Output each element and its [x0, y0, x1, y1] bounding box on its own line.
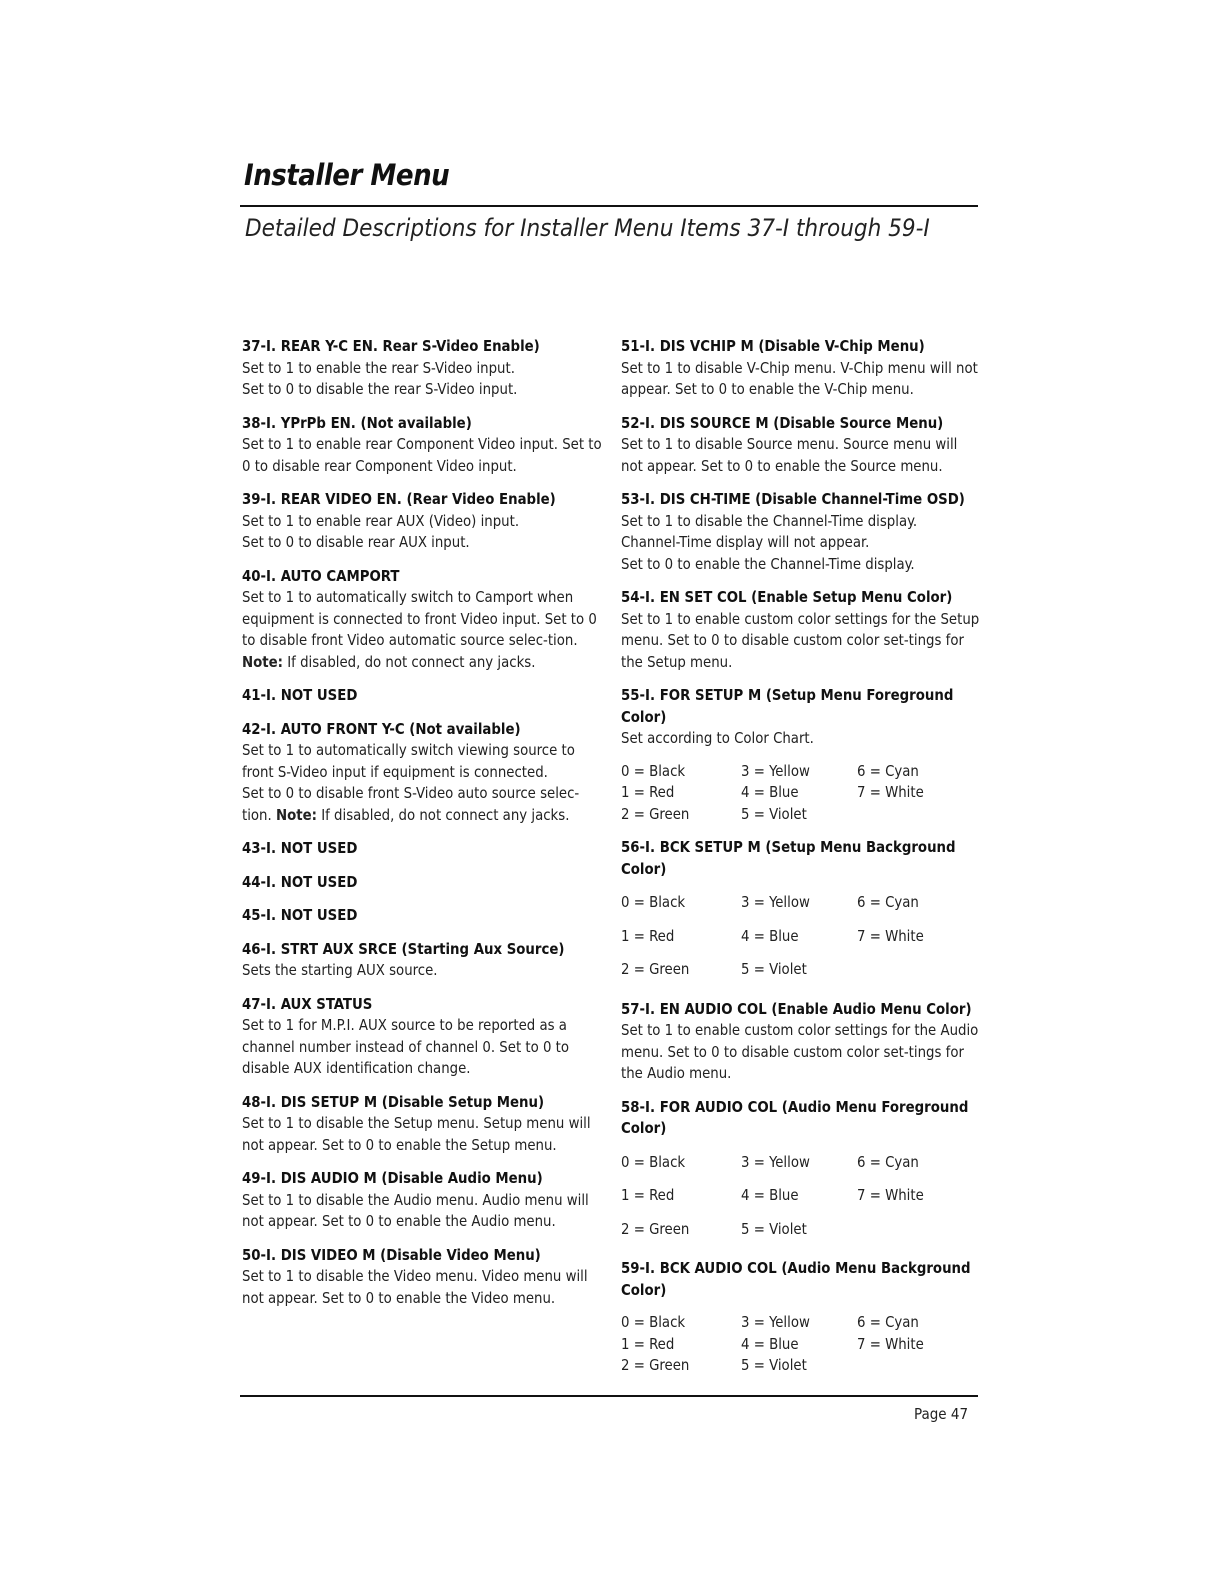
- menu-item-entry: [242, 872, 602, 894]
- color-chart-entry: 1 = Red: [621, 927, 675, 945]
- menu-item-heading: 58-I. FOR AUDIO COL (Audio Menu Foreground Color): [621, 1098, 969, 1137]
- menu-item-description: Set to 1 to disable V-Chip menu. V-Chip menu will not appear. Set to 0 to enable the V-Chip menu.: [621, 359, 978, 398]
- menu-item-entry: [621, 1258, 981, 1377]
- menu-item-description: Set to 1 to disable the Channel-Time display.: [621, 512, 918, 530]
- color-chart-entry: 4 = Blue: [741, 784, 799, 801]
- menu-item-description: Set to 0 to disable the rear S-Video input.: [242, 381, 518, 398]
- menu-item-entry: [242, 1168, 602, 1233]
- color-chart-entry: 0 = Black: [621, 1314, 686, 1331]
- menu-item-description: Set to 0 to enable the Channel-Time display.: [621, 555, 915, 573]
- color-chart-entry: 5 = Violet: [741, 805, 807, 823]
- note-text: If disabled, do not connect any jacks.: [316, 806, 570, 824]
- menu-item-heading: 57-I. EN AUDIO COL (Enable Audio Menu Color): [621, 1000, 972, 1018]
- menu-item-entry: [242, 719, 602, 827]
- menu-item-entry: [621, 999, 981, 1085]
- menu-item-entry: [242, 413, 602, 478]
- color-chart-entry: 0 = Black: [621, 762, 686, 780]
- note-label: Note:: [275, 806, 317, 824]
- menu-item-entry: [621, 1097, 981, 1247]
- menu-item-description: Set to 1 to automatically switch to Camport when equipment is connected to front Video input. Set to 0 to disable front Video automatic source selec-tion. Note: If disabled, do not connect any jacks.: [242, 589, 597, 671]
- menu-item-entry: [621, 489, 981, 575]
- color-chart-entry: 4 = Blue: [741, 1335, 799, 1353]
- menu-item-heading: 54-I. EN SET COL (Enable Setup Menu Color): [621, 589, 953, 606]
- footer-rule: [240, 1395, 978, 1397]
- menu-item-description: Set to 1 to disable the Setup menu. Setup menu will not appear. Set to 0 to enable the Setup menu.: [242, 1115, 591, 1154]
- menu-item-description: Set to 1 to enable rear Component Video input. Set to 0 to disable rear Component Video input.: [242, 436, 602, 475]
- color-chart-entry: 7 = White: [857, 784, 924, 801]
- menu-item-entry: [242, 1245, 602, 1310]
- menu-item-description: Set to 1 to enable rear AUX (Video) input.: [242, 512, 520, 530]
- page-number: Page 47: [914, 1405, 969, 1423]
- menu-item-heading: 52-I. DIS SOURCE M (Disable Source Menu): [621, 414, 944, 432]
- menu-item-heading: 41-I. NOT USED: [242, 687, 358, 704]
- color-chart-entry: 2 = Green: [621, 1357, 690, 1374]
- left-column: [242, 336, 602, 1321]
- color-chart-entry: 3 = Yellow: [741, 762, 810, 780]
- menu-item-entry: [242, 939, 602, 982]
- color-chart-entry: 2 = Green: [621, 961, 690, 978]
- menu-item-heading: 37-I. REAR Y-C EN. Rear S-Video Enable): [242, 338, 540, 355]
- menu-item-heading: 40-I. AUTO CAMPORT: [242, 567, 400, 585]
- header-rule: [240, 205, 978, 207]
- color-chart: [621, 1312, 981, 1377]
- color-chart-entry: [857, 1213, 977, 1247]
- menu-item-heading: 53-I. DIS CH-TIME (Disable Channel-Time OSD): [621, 491, 965, 508]
- menu-item-heading: 50-I. DIS VIDEO M (Disable Video Menu): [242, 1246, 541, 1264]
- color-chart-entry: 5 = Violet: [741, 1220, 807, 1238]
- color-chart: [621, 1146, 981, 1247]
- menu-item-entry: [242, 489, 602, 554]
- color-chart-entry: 6 = Cyan: [857, 1314, 919, 1331]
- menu-item-entry: [242, 994, 602, 1080]
- menu-item-description: Set to 1 to enable custom color settings for the Setup menu. Set to 0 to disable custom color set-tings for the Setup menu.: [621, 610, 980, 671]
- menu-item-description: Set to 0 to disable front S-Video auto source selec-tion. Note: If disabled, do not connect any jacks.: [242, 785, 580, 824]
- menu-item-entry: [621, 336, 981, 401]
- color-chart: [621, 886, 981, 987]
- color-chart-entry: 2 = Green: [621, 805, 690, 823]
- color-chart-entry: 0 = Black: [621, 1153, 686, 1171]
- menu-item-description: Channel-Time display will not appear.: [621, 534, 870, 551]
- color-chart-entry: 6 = Cyan: [857, 762, 919, 780]
- color-chart-entry: [857, 1355, 977, 1377]
- page-subtitle: Detailed Descriptions for Installer Menu Items 37-I through 59-I: [245, 214, 930, 242]
- page-title: Installer Menu: [244, 158, 450, 192]
- color-chart-entry: 5 = Violet: [741, 961, 807, 978]
- menu-item-entry: [621, 413, 981, 478]
- menu-item-heading: 51-I. DIS VCHIP M (Disable V-Chip Menu): [621, 338, 925, 355]
- menu-item-description: Set to 1 to disable the Video menu. Video menu will not appear. Set to 0 to enable the Video menu.: [242, 1268, 588, 1307]
- color-chart-entry: 3 = Yellow: [741, 894, 810, 911]
- menu-item-heading: 55-I. FOR SETUP M (Setup Menu Foreground Color): [621, 687, 954, 726]
- color-chart-entry: 4 = Blue: [741, 1187, 799, 1204]
- menu-item-heading: 47-I. AUX STATUS: [242, 995, 373, 1013]
- menu-item-entry: [242, 1092, 602, 1157]
- color-chart-entry: 1 = Red: [621, 1187, 675, 1204]
- menu-item-description: Set to 1 for M.P.I. AUX source to be reported as a channel number instead of channel 0. Set to 0 to disable AUX identification change.: [242, 1017, 570, 1077]
- menu-item-heading: 56-I. BCK SETUP M (Setup Menu Background Color): [621, 839, 956, 878]
- menu-item-heading: 59-I. BCK AUDIO COL (Audio Menu Background Color): [621, 1260, 971, 1299]
- color-chart-entry: 0 = Black: [621, 894, 686, 911]
- menu-item-heading: 44-I. NOT USED: [242, 873, 358, 891]
- color-chart-entry: 1 = Red: [621, 1335, 675, 1353]
- color-chart-entry: 5 = Violet: [741, 1357, 807, 1374]
- color-chart-entry: 7 = White: [857, 927, 924, 945]
- color-chart-entry: 6 = Cyan: [857, 894, 919, 911]
- note-text: If disabled, do not connect any jacks.: [283, 653, 536, 671]
- menu-item-entry: [242, 336, 602, 401]
- menu-item-description: Set to 0 to disable rear AUX input.: [242, 534, 470, 551]
- color-chart-entry: 3 = Yellow: [741, 1153, 810, 1171]
- color-chart-entry: 4 = Blue: [741, 927, 799, 945]
- menu-item-heading: 49-I. DIS AUDIO M (Disable Audio Menu): [242, 1170, 543, 1187]
- color-chart-entry: [857, 804, 977, 826]
- menu-item-entry: [621, 685, 981, 825]
- menu-item-heading: 38-I. YPrPb EN. (Not available): [242, 414, 472, 432]
- color-chart-entry: 1 = Red: [621, 784, 675, 801]
- menu-item-entry: [242, 905, 602, 927]
- menu-item-description: Set to 1 to enable the rear S-Video input.: [242, 359, 515, 377]
- color-chart-entry: 6 = Cyan: [857, 1153, 919, 1171]
- menu-item-heading: 39-I. REAR VIDEO EN. (Rear Video Enable): [242, 491, 556, 508]
- menu-item-entry: [242, 566, 602, 674]
- menu-item-heading: 42-I. AUTO FRONT Y-C (Not available): [242, 720, 521, 738]
- menu-item-entry: [242, 838, 602, 860]
- menu-item-description: Set to 1 to enable custom color settings for the Audio menu. Set to 0 to disable custom color set-tings for the Audio menu.: [621, 1022, 979, 1082]
- color-chart-entry: 7 = White: [857, 1187, 924, 1204]
- menu-item-description: Set to 1 to disable Source menu. Source menu will not appear. Set to 0 to enable the Source menu.: [621, 436, 958, 475]
- menu-item-entry: [621, 837, 981, 987]
- menu-item-description: Sets the starting AUX source.: [242, 962, 438, 979]
- color-chart: [621, 761, 981, 826]
- note-label: Note:: [242, 653, 284, 671]
- menu-item-description: Set to 1 to automatically switch viewing source to front S-Video input if equipment is connected.: [242, 742, 575, 781]
- menu-item-description: Set to 1 to disable the Audio menu. Audio menu will not appear. Set to 0 to enable the Audio menu.: [242, 1191, 589, 1230]
- menu-item-heading: 48-I. DIS SETUP M (Disable Setup Menu): [242, 1093, 545, 1111]
- menu-item-entry: [621, 587, 981, 673]
- right-column: [621, 336, 981, 1389]
- color-chart-entry: 7 = White: [857, 1335, 924, 1353]
- menu-item-entry: [242, 685, 602, 707]
- color-chart-entry: 3 = Yellow: [741, 1314, 810, 1331]
- color-chart-entry: 2 = Green: [621, 1220, 690, 1238]
- menu-item-heading: 45-I. NOT USED: [242, 907, 358, 924]
- color-chart-entry: [857, 953, 977, 987]
- menu-item-heading: 43-I. NOT USED: [242, 840, 358, 857]
- menu-item-description: Set according to Color Chart.: [621, 730, 814, 747]
- menu-item-heading: 46-I. STRT AUX SRCE (Starting Aux Source): [242, 940, 565, 958]
